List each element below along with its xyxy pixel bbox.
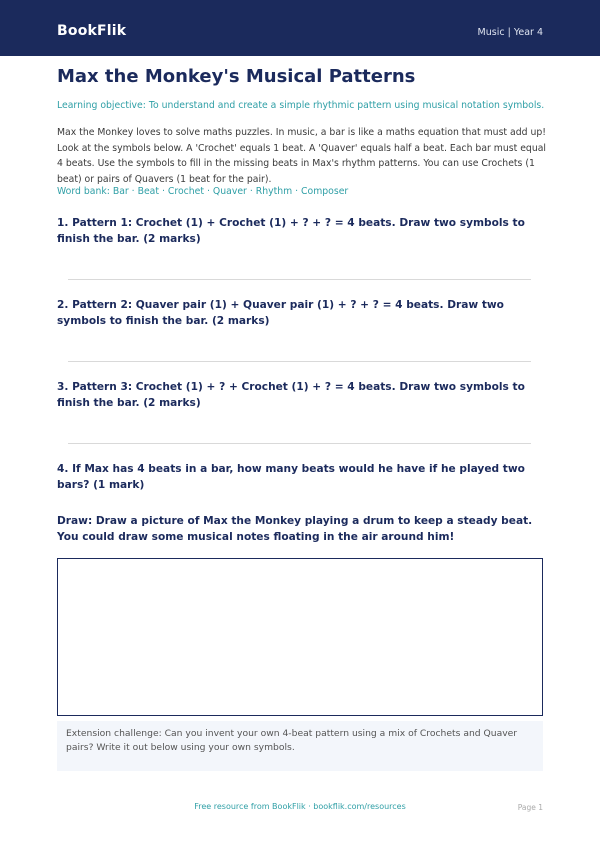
extension-challenge: Extension challenge: Can you invent your own 4-beat pattern using a mix of Crochets and Quaver pairs? Write it out below using your own symbols.	[57, 721, 543, 771]
header-bar	[0, 0, 600, 56]
draw-prompt: Draw: Draw a picture of Max the Monkey playing a drum to keep a steady beat. You could draw some musical notes floating in the air around him!	[57, 515, 533, 543]
brand-logo: BookFlik	[57, 23, 127, 39]
intro-paragraph: Max the Monkey loves to solve maths puzzles. In music, a bar is like a maths equation that must add up! Look at the symbols below. A 'Crochet' equals 1 beat. A 'Quaver' equals half a beat. Each bar must equal 4 beats. Use the symbols to fill in the missing beats in Max's rhythm patterns. You can use Crochets (1 beat) or pairs of Quavers (1 beat for the pair).	[57, 127, 546, 185]
answer-line-1[interactable]	[68, 279, 531, 280]
word-bank: Word bank: Bar · Beat · Crochet · Quaver · Rhythm · Composer	[57, 186, 349, 197]
footer-text: Free resource from BookFlik · bookflik.com/resources	[194, 802, 406, 811]
question-4: 4. If Max has 4 beats in a bar, how many beats would he have if he played two bars? (1 mark)	[57, 463, 525, 491]
learning-objective: Learning objective: To understand and create a simple rhythmic pattern using musical notation symbols.	[57, 100, 545, 111]
drawing-area[interactable]	[57, 558, 543, 716]
page-title: Max the Monkey's Musical Patterns	[57, 66, 416, 87]
question-1: 1. Pattern 1: Crochet (1) + Crochet (1) + ? + ? = 4 beats. Draw two symbols to finish the bar. (2 marks)	[57, 217, 525, 245]
question-2: 2. Pattern 2: Quaver pair (1) + Quaver pair (1) + ? + ? = 4 beats. Draw two symbols to finish the bar. (2 marks)	[57, 299, 504, 327]
subject-year-label: Music | Year 4	[477, 27, 543, 38]
page-number: Page 1	[517, 803, 543, 812]
answer-line-2[interactable]	[68, 361, 531, 362]
answer-line-3[interactable]	[68, 443, 531, 444]
question-3: 3. Pattern 3: Crochet (1) + ? + Crochet (1) + ? = 4 beats. Draw two symbols to finish the bar. (2 marks)	[57, 381, 525, 409]
